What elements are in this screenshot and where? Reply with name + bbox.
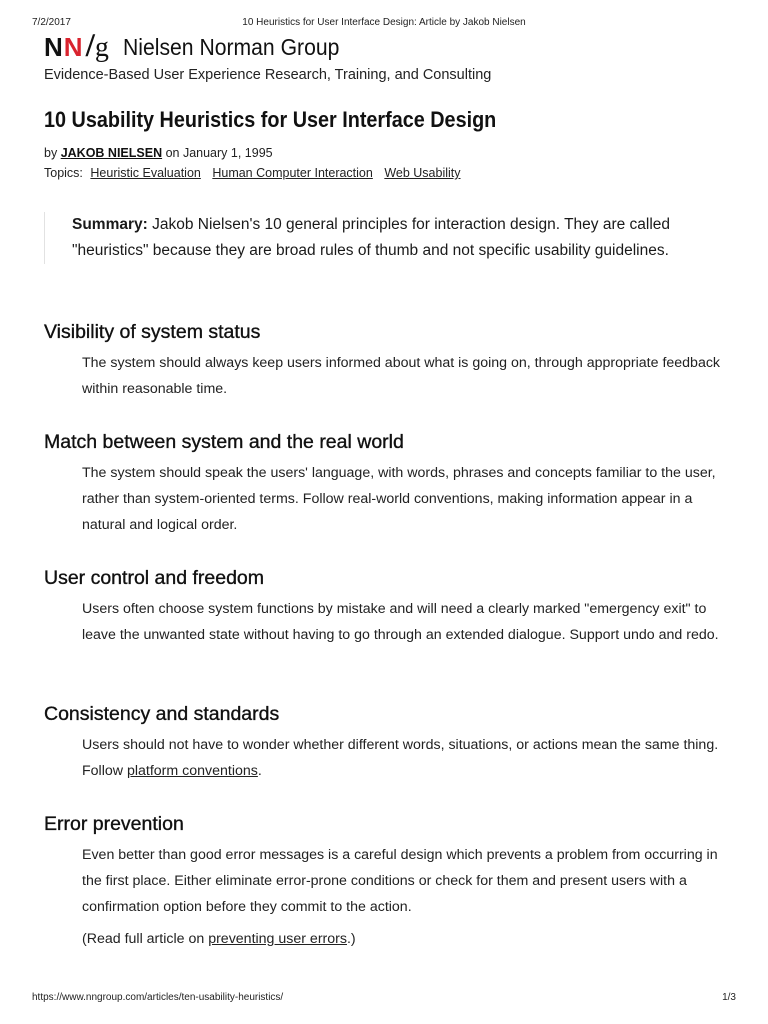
brand-name: Nielsen Norman Group: [122, 33, 340, 60]
topics-label: Topics:: [44, 166, 83, 180]
topic-link-web-usability[interactable]: Web Usability: [384, 166, 461, 180]
article-date: on January 1, 1995: [165, 146, 273, 160]
article-title: 10 Usability Heuristics for User Interface Design: [44, 107, 497, 132]
print-footer: [32, 992, 736, 1006]
heuristic-section-1: [44, 320, 734, 402]
heuristic-section-5: [44, 812, 734, 952]
heuristic-heading: Match between system and the real world: [44, 431, 404, 453]
heuristic-description: Users often choose system functions by mistake and will need a clearly marked "emergency exit" to leave the unwanted state without having to go through an extended dialogue. Support undo and redo.: [82, 601, 719, 643]
print-url: https://www.nngroup.com/articles/ten-usability-heuristics/: [32, 992, 284, 1003]
logo-letter-n-red: N: [63, 32, 83, 62]
platform-conventions-link[interactable]: platform conventions: [126, 763, 258, 779]
read-more-note: [82, 926, 734, 952]
article-summary: [44, 212, 724, 264]
heuristic-description: The system should always keep users informed about what is going on, through appropriate feedback within reasonable time.: [82, 355, 721, 397]
print-document-title: 10 Heuristics for User Interface Design: Article by Jakob Nielsen: [242, 17, 526, 28]
topic-link-human-computer-interaction[interactable]: Human Computer Interaction: [212, 166, 373, 180]
byline-prefix: by: [44, 146, 58, 160]
description-text-end: .: [257, 763, 262, 779]
topic-link-heuristic-evaluation[interactable]: Heuristic Evaluation: [90, 166, 201, 180]
author-link[interactable]: JAKOB NIELSEN: [60, 146, 163, 160]
heuristic-section-4: [44, 702, 734, 784]
heuristic-section-2: [44, 430, 734, 538]
heuristic-heading: Error prevention: [44, 813, 184, 835]
nng-logo[interactable]: [44, 32, 109, 62]
article-byline: [44, 146, 273, 160]
preventing-user-errors-link[interactable]: preventing user errors: [208, 931, 347, 947]
print-date: 7/2/2017: [32, 17, 71, 28]
summary-text: Jakob Nielsen's 10 general principles for interaction design. They are called "heuristics" because they are broad rules of thumb and not specific usability guidelines.: [72, 216, 671, 259]
article-topics: [44, 166, 465, 180]
heuristic-section-3: [44, 566, 734, 648]
print-page-number: 1/3: [722, 992, 736, 1003]
site-brand[interactable]: [44, 30, 358, 64]
summary-label: Summary:: [72, 216, 148, 233]
heuristic-heading: Consistency and standards: [44, 703, 280, 725]
heuristic-heading: Visibility of system status: [44, 321, 261, 343]
logo-letter-g: g: [94, 32, 109, 63]
read-more-prefix: (Read full article on: [82, 931, 205, 947]
read-more-suffix: .): [346, 931, 356, 947]
heuristic-heading: User control and freedom: [44, 567, 265, 589]
heuristic-description: [82, 732, 734, 784]
description-text: Users should not have to wonder whether different words, situations, or actions mean the same thing. Follow: [82, 737, 719, 779]
logo-slash: /: [84, 30, 96, 63]
heuristic-description: The system should speak the users' language, with words, phrases and concepts familiar to the user, rather than system-oriented terms. Follow real-world conventions, making information appear in a natural and logical order.: [82, 465, 716, 533]
logo-letter-n-black: N: [44, 32, 63, 62]
heuristic-description: Even better than good error messages is a careful design which prevents a problem from occurring in the first place. Either eliminate error-prone conditions or check for them and present users with a confirmation option before they commit to the action.: [82, 847, 718, 915]
site-tagline: Evidence-Based User Experience Research, Training, and Consulting: [44, 67, 492, 83]
print-header: [32, 17, 736, 31]
